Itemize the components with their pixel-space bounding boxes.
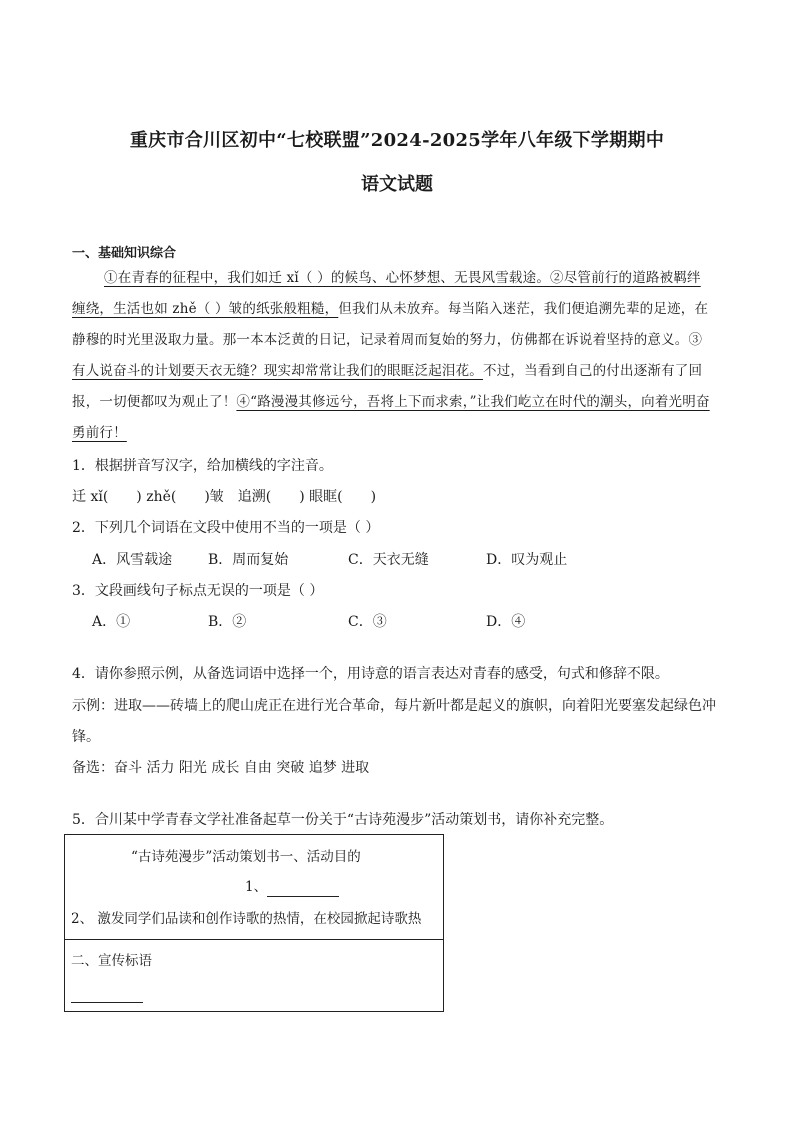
passage-line-3: 静穆的时光里汲取力量。那一本本泛黄的日记，记录着周而复始的努力，仿佛都在诉说着坚持的意义。③ (72, 332, 703, 348)
question-1-stem: 1．根据拼音写汉字，给加横线的字注音。 (72, 458, 333, 474)
passage-line-4: 有人说奋斗的计划要天衣无缝？现实却常常让我们的眼眶泛起泪花。不过，当看到自己的付出逐渐有了回 (72, 363, 703, 379)
passage-line-5: 报，一切便都叹为观止了！④“路漫漫其修远兮，吾将上下而求索，”让我们屹立在时代的潮头，向着光明奋 (72, 394, 710, 410)
answer-blank-1[interactable] (267, 882, 339, 897)
underlined-sentence-4b: 勇前行！ (72, 425, 127, 441)
passage-line-2: 缠绕，生活也如 zhě（ ）皱的纸张般粗糙，但我们从未放弃。每当陷入迷茫，我们便追溯先辈的足迹，在 (72, 301, 709, 317)
question-4-example-line-2: 锋。 (72, 729, 100, 745)
q3-option-b[interactable]: B．② (208, 614, 247, 630)
q3-option-a[interactable]: A．① (92, 614, 131, 630)
answer-blank-2[interactable] (71, 988, 143, 1003)
plan-title: “古诗苑漫步”活动策划书一、活动目的 (131, 849, 361, 865)
plan-item-2: 2、 激发同学们品读和创作诗歌的热情，在校园掀起诗歌热 (71, 911, 422, 927)
plan-section-2: 二、宣传标语 (71, 953, 152, 969)
exam-title: 重庆市合川区初中“七校联盟”2024-2025学年八年级下学期期中 (129, 130, 665, 151)
plan-box (64, 834, 444, 1012)
passage-line-6 (72, 422, 127, 444)
underlined-sentence-1: ①在青春的征程中，我们如迁 xǐ（ ）的候鸟、心怀梦想、无畏风雪载途。 (104, 270, 551, 286)
q2-option-b[interactable]: B．周而复始 (208, 552, 289, 568)
question-4-example-line-1: 示例：进取——砖墙上的爬山虎正在进行光合革命，每片新叶都是起义的旗帜，向着阳光要塞发起绿色冲 (72, 698, 716, 714)
question-4-choices: 备选：奋斗 活力 阳光 成长 自由 突破 追梦 进取 (72, 760, 370, 776)
exam-subtitle: 语文试题 (361, 174, 433, 195)
box-divider (65, 939, 443, 940)
q2-option-d[interactable]: D．叹为观止 (486, 552, 568, 568)
passage-line-1 (104, 267, 701, 289)
question-1-blanks: 迁 xǐ( ) zhě( )皱 追溯( ) 眼眶( ) (72, 489, 377, 505)
question-3-stem: 3．文段画线句子标点无误的一项是（ ） (72, 583, 324, 599)
q2-option-c[interactable]: C．天衣无缝 (348, 552, 429, 568)
q3-option-d[interactable]: D．④ (486, 614, 526, 630)
question-4-stem: 4．请你参照示例，从备选词语中选择一个，用诗意的语言表达对青春的感受，句式和修辞不限。 (72, 666, 669, 682)
question-2-stem: 2．下列几个词语在文段中使用不当的一项是（ ） (72, 520, 380, 536)
question-5-stem: 5．合川某中学青春文学社准备起草一份关于“古诗苑漫步”活动策划书，请你补充完整。 (72, 812, 614, 828)
q3-option-c[interactable]: C．③ (348, 614, 387, 630)
section-heading: 一、基础知识综合 (72, 246, 177, 261)
plan-item-1: 1、 (245, 877, 339, 897)
underlined-sentence-2b: 缠绕，生活也如 zhě（ ）皱的纸张般粗糙， (72, 301, 339, 317)
underlined-sentence-4a: ④“路漫漫其修远兮，吾将上下而求索，”让我们屹立在时代的潮头，向着光明奋 (236, 394, 710, 410)
underlined-sentence-2a: ②尽管前行的道路被羁绊 (550, 270, 701, 286)
slogan-line (71, 983, 143, 1003)
underlined-sentence-3: 有人说奋斗的计划要天衣无缝？现实却常常让我们的眼眶泛起泪花。 (72, 363, 483, 379)
q2-option-a[interactable]: A．风雪载途 (92, 552, 173, 568)
